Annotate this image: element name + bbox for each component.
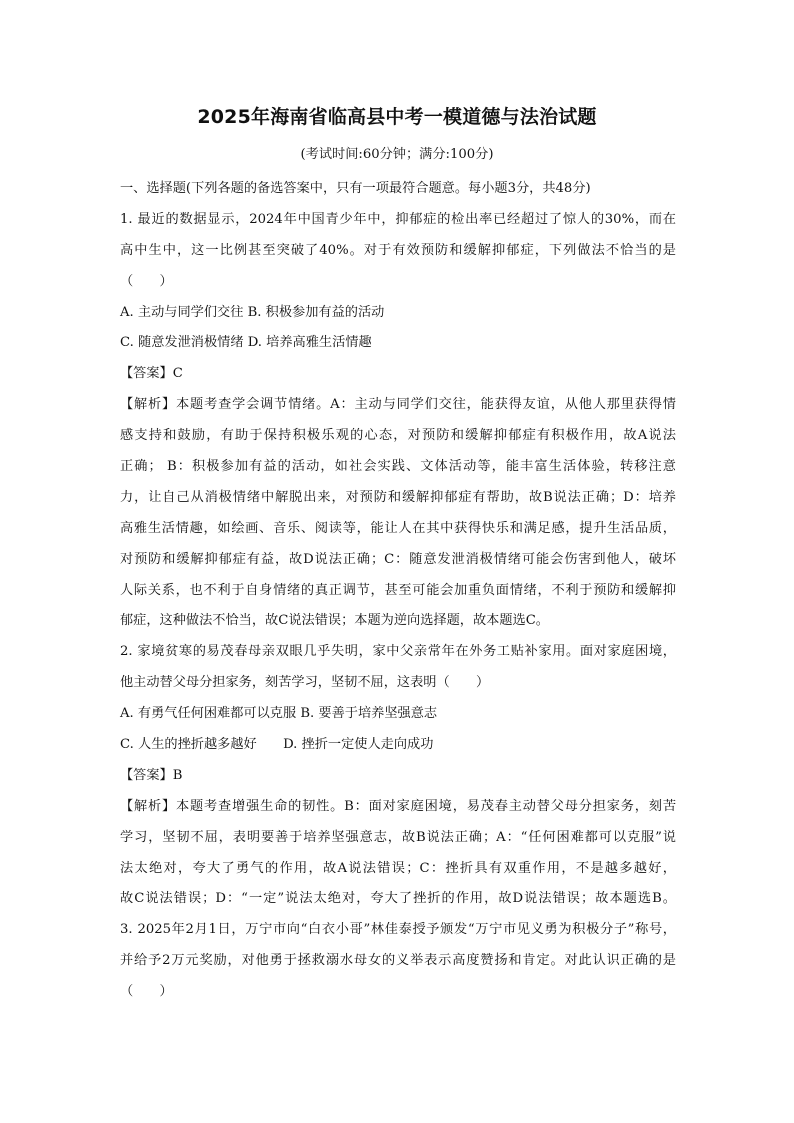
text-line: 感支持和鼓励，有助于保持积极乐观的心态，对预防和缓解抑郁症有积极作用，故A说法 xyxy=(120,428,676,444)
text-line: 学习，坚韧不屈，表明要善于培养坚强意志，故B说法正确；A：“任何困难都可以克服”说 xyxy=(120,829,676,845)
text-line: C. 随意发泄消极情绪 D. 培养高雅生活情趣 xyxy=(120,335,372,351)
text-line: 【答案】B xyxy=(120,767,183,783)
document-body xyxy=(120,174,676,1008)
text-line: 【答案】C xyxy=(120,366,183,382)
text-line: 【解析】本题考查学会调节情绪。A：主动与同学们交往，能获得友谊，从他人那里获得情 xyxy=(120,397,676,413)
text-line: 人际关系，也不利于自身情绪的真正调节，甚至可能会加重负面情绪，不利于预防和缓解抑 xyxy=(120,582,676,598)
text-line: C. 人生的挫折越多越好 D. 挫折一定使人走向成功 xyxy=(120,737,434,753)
text-line: （ ） xyxy=(120,984,173,1000)
page-title: 2025年海南省临高县中考一模道德与法治试题 xyxy=(197,106,597,128)
text-line: 3. 2025年2月1日，万宁市向“白衣小哥”林佳泰授予颁发“万宁市见义勇为积极分子”称号， xyxy=(120,922,676,938)
text-line: 【解析】本题考查增强生命的韧性。B：面对家庭困境，易茂春主动替父母分担家务，刻苦 xyxy=(120,798,676,814)
text-line: A. 主动与同学们交往 B. 积极参加有益的活动 xyxy=(120,304,385,320)
text-line: 正确； B：积极参加有益的活动，如社会实践、文体活动等，能丰富生活体验，转移注意 xyxy=(120,459,676,475)
text-line: 法太绝对，夸大了勇气的作用，故A说法错误；C：挫折具有双重作用，不是越多越好， xyxy=(120,860,676,876)
exam-info: (考试时间:60分钟；满分:100分) xyxy=(300,147,494,162)
text-line: 郁症，这种做法不恰当，故C说法错误；本题为逆向选择题，故本题选C。 xyxy=(120,613,549,629)
text-line: 力，让自己从消极情绪中解脱出来，对预防和缓解抑郁症有帮助，故B说法正确；D：培养 xyxy=(120,489,676,505)
text-line: A. 有勇气任何困难都可以克服 B. 要善于培养坚强意志 xyxy=(120,706,438,722)
text-line: 一、选择题(下列各题的备选答案中，只有一项最符合题意。每小题3分，共48分) xyxy=(120,181,591,196)
text-line: 1. 最近的数据显示，2024年中国青少年中，抑郁症的检出率已经超过了惊人的30%，而在 xyxy=(120,211,676,227)
text-line: 高雅生活情趣，如绘画、音乐、阅读等，能让人在其中获得快乐和满足感，提升生活品质， xyxy=(120,520,676,536)
text-line: 2. 家境贫寒的易茂春母亲双眼几乎失明，家中父亲常年在外务工贴补家用。面对家庭困境， xyxy=(120,644,676,660)
text-line: 他主动替父母分担家务，刻苦学习，坚韧不屈，这表明（ ） xyxy=(120,675,490,691)
text-line: 高中生中，这一比例甚至突破了40%。对于有效预防和缓解抑郁症，下列做法不恰当的是 xyxy=(120,242,676,258)
text-line: （ ） xyxy=(120,273,173,289)
text-line: 并给予2万元奖励，对他勇于拯救溺水母女的义举表示高度赞扬和肯定。对此认识正确的是 xyxy=(120,953,676,969)
text-line: 对预防和缓解抑郁症有益，故D说法正确；C：随意发泄消极情绪可能会伤害到他人，破坏 xyxy=(120,551,676,567)
text-line: 故C说法错误；D：“一定”说法太绝对，夸大了挫折的作用，故D说法错误；故本题选B。 xyxy=(120,891,676,907)
